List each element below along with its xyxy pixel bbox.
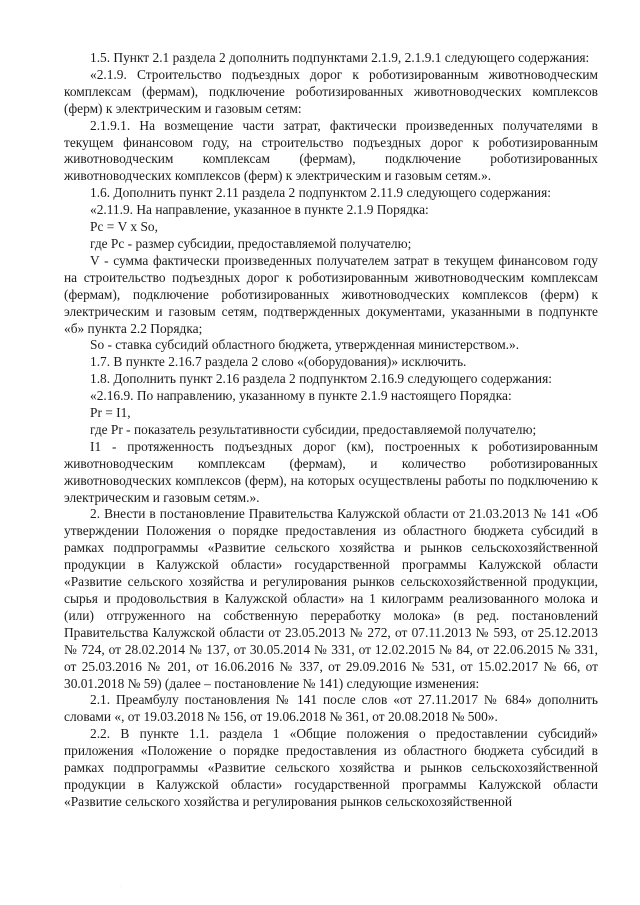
paragraph-2: 2. Внести в постановление Правительства Калужской области от 21.03.2013 № 141 «Об утверждении Положения о порядке предоставления из областного бюджета субсидий в рамках подпрограммы «Развитие сельского хозяйства и рынков сельскохозяйственной продукции в Калужской области» государственной программы Калужской области «Развитие сельского хозяйства и регулирования рынков сельскохозяйственной продукции, сырья и продовольствия в Калужской области» на 1 килограмм реализованного молока и (или) отгруженного на собственную переработку молока» (в ред. постановлений Правительства Калужской области от 23.05.2013 № 272, от 07.11.2013 № 593, от 25.12.2013 № 724, от 28.02.2014 № 137, от 30.05.2014 № 331, от 12.02.2015 № 84, от 22.06.2015 № 331, от 25.03.2016 № 201, от 16.06.2016 № 337, от 29.09.2016 № 531, от 15.02.2017 № 66, от 30.01.2018 № 59) (далее – постановление № 141) следующие изменения: — [64, 506, 598, 691]
paragraph-2-2: 2.2. В пункте 1.1. раздела 1 «Общие положения о предоставлении субсидий» приложения «Положение о порядке предоставления из областного бюджета субсидий в рамках подпрограммы «Развитие сельского хозяйства и рынков сельскохозяйственной продукции в Калужской области» государственной программы Калужской области «Развитие сельского хозяйства и регулирования рынков сельскохозяйственной — [64, 726, 598, 809]
paragraph-1-6: 1.6. Дополнить пункт 2.11 раздела 2 подпунктом 2.11.9 следующего содержания: — [90, 185, 551, 201]
definition-so: So - ставка субсидий областного бюджета, утвержденная министерством.». — [90, 337, 520, 353]
definition-v: V - сумма фактически произведенных получателем затрат в текущем финансовом году на строительство подъездных дорог к роботизированным животноводческим комплексам (фермам), подключение роботизированных животноводческих комплексов (ферм) к электрическим и газовым сетям, подтвержденных документами, указанными в подпункте «б» пункта 2.2 Порядка; — [64, 252, 598, 336]
paragraph-2-11-9: «2.11.9. На направление, указанное в пункте 2.1.9 Порядка: — [90, 202, 429, 218]
paragraph-2-16-9: «2.16.9. По направлению, указанному в пункте 2.1.9 настоящего Порядка: — [90, 388, 512, 404]
paragraph-1-5: 1.5. Пункт 2.1 раздела 2 дополнить подпунктами 2.1.9, 2.1.9.1 следующего содержания: — [90, 50, 590, 65]
definition-pr: где Pr - показатель результативности субсидии, предоставляемой получателю; — [90, 421, 537, 437]
formula-pr: Pr = I1, — [90, 405, 131, 421]
formula-pc: Рс = V x So, — [90, 219, 158, 235]
document-page — [64, 50, 598, 811]
scan-mark: · — [120, 884, 122, 889]
paragraph-2-1-9-1: 2.1.9.1. На возмещение части затрат, фактически произведенных получателями в текущем финансовом году, на строительство подъездных дорог к роботизированным животноводческим комплексам (фермам), подключение роботизированных животноводческих комплексов (ферм) к электрическим и газовым сетям.». — [64, 117, 598, 184]
paragraph-2-1: 2.1. Преамбулу постановления № 141 после слов «от 27.11.2017 № 684» дополнить словами «, от 19.03.2018 № 156, от 19.06.2018 № 361, от 20.08.2018 № 500». — [64, 692, 598, 725]
paragraph-1-8: 1.8. Дополнить пункт 2.16 раздела 2 подпунктом 2.16.9 следующего содержания: — [90, 371, 552, 387]
paragraph-1-7: 1.7. В пункте 2.16.7 раздела 2 слово «(оборудования)» исключить. — [90, 354, 467, 370]
definition-pc: где Рс - размер субсидии, предоставляемой получателю; — [90, 235, 412, 251]
definition-i1: I1 - протяженность подъездных дорог (км), построенных к роботизированным животноводческим комплексам (фермам), и количество роботизированных животноводческих комплексов (ферм), на которых осуществлены работы по подключению к электрическим и газовым сетям.». — [64, 438, 598, 505]
paragraph-2-1-9: «2.1.9. Строительство подъездных дорог к роботизированным животноводческим комплексам (фермам), подключение роботизированных животноводческих комплексов (ферм) к электрическим и газовым сетям: — [64, 66, 598, 116]
